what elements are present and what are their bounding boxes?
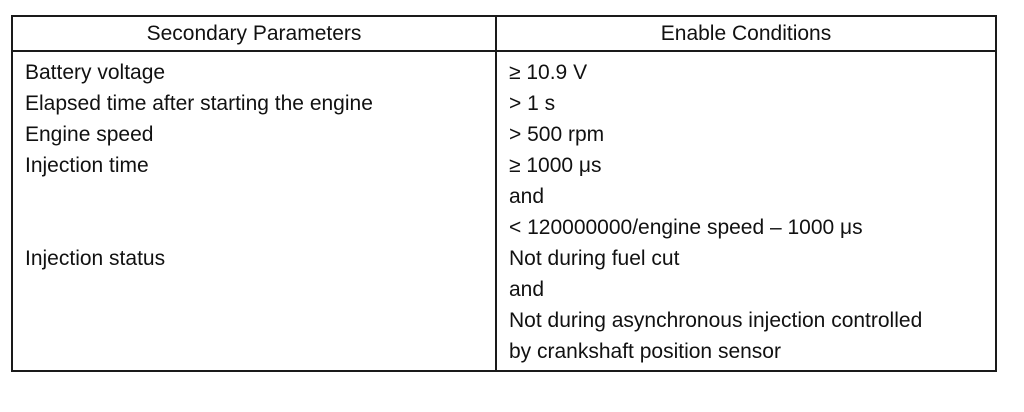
condition-cell	[496, 150, 996, 243]
parameter-label: Engine speed	[25, 123, 154, 146]
table-row	[12, 243, 996, 371]
condition-line: > 500 rpm	[509, 123, 605, 146]
table-row	[12, 119, 996, 150]
condition-cell	[496, 51, 996, 88]
parameter-cell	[12, 150, 496, 243]
table-row	[12, 150, 996, 243]
condition-cell	[496, 88, 996, 119]
condition-cell	[496, 119, 996, 150]
column-header-enable-conditions: Enable Conditions	[496, 16, 996, 51]
parameter-label: Injection status	[25, 247, 166, 270]
parameter-cell	[12, 51, 496, 88]
parameter-cell	[12, 88, 496, 119]
parameter-cell	[12, 243, 496, 371]
parameter-label: Elapsed time after starting the engine	[25, 92, 373, 115]
condition-line: ≥ 10.9 V	[509, 61, 588, 84]
parameter-cell	[12, 119, 496, 150]
condition-line: Not during asynchronous injection controlled	[509, 309, 923, 332]
condition-line: by crankshaft position sensor	[509, 340, 781, 363]
condition-line: > 1 s	[509, 92, 556, 115]
condition-line: Not during fuel cut	[509, 247, 680, 270]
condition-line: ≥ 1000 μs	[509, 154, 602, 177]
parameter-label: Injection time	[25, 154, 149, 177]
column-header-secondary-parameters: Secondary Parameters	[12, 16, 496, 51]
condition-line: and	[509, 278, 545, 301]
condition-cell	[496, 243, 996, 371]
table-row	[12, 51, 996, 88]
secondary-parameters-table	[11, 15, 997, 372]
table-row	[12, 88, 996, 119]
condition-line: and	[509, 185, 545, 208]
condition-line: < 120000000/engine speed – 1000 μs	[509, 216, 863, 239]
parameter-label: Battery voltage	[25, 61, 166, 84]
table-header-row	[12, 16, 996, 51]
